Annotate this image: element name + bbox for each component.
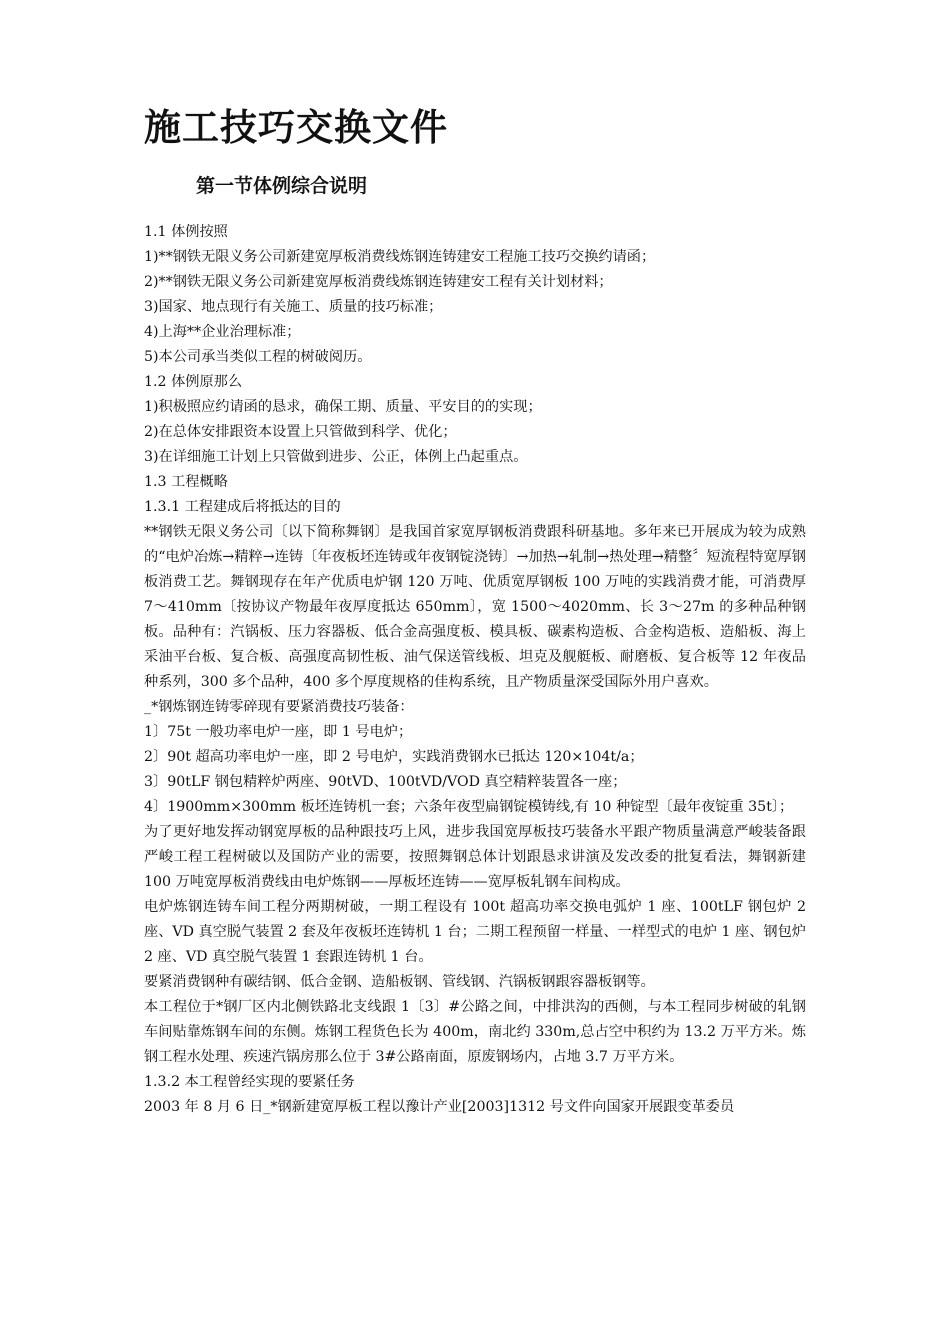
body-line: 1.3.2 本工程曾经实现的要紧任务 (144, 1074, 355, 1090)
body-paragraph: 本工程位于*钢厂区内北侧铁路北支线跟 1〔3〕#公路之间，中排洪沟的西侧，与本工程同步树破的轧钢车间贴靠炼钢车间的东侧。炼钢工程货色长为 400m，南北约 330m,总占空中积约为 13.2 万平方米。炼钢工程水处理、疾速汽锅房那么位于 3#公路南面，原废钢场内，占地 3.7 万平方米。 (144, 999, 806, 1065)
body-line: 1)**钢铁无限义务公司新建宽厚板消费线炼钢连铸建安工程施工技巧交换约请函； (144, 249, 656, 265)
body-line: 3)国家、地点现行有关施工、质量的技巧标准； (144, 299, 443, 315)
body-line: _*钢炼钢连铸零碎现有要紧消费技巧装备： (144, 699, 414, 715)
section-heading: 第一节体例综合说明 (196, 175, 368, 197)
document-title: 施工技巧交换文件 (144, 105, 448, 149)
body-line: 2〕90t 超高功率电炉一座，即 2 号电炉，实践消费钢水已抵达 120×104t/a； (144, 749, 644, 765)
body-paragraph: **钢铁无限义务公司〔以下简称舞钢〕是我国首家宽厚钢板消费跟科研基地。多年来已开展成为较为成熟的“电炉冶炼→精粹→连铸〔年夜板坯连铸或年夜钢锭浇铸〕→加热→轧制→热处理→精整〞短流程特宽厚钢板消费工艺。舞钢现存在年产优质电炉钢 120 万吨、优质宽厚钢板 100 万吨的实践消费才能，可消费厚 7～410mm〔按协议产物最年夜厚度抵达 650mm〕，宽 1500～4020mm、长 3～27m 的多种品种钢板。品种有：汽锅板、压力容器板、低合金高强度板、模具板、碳素构造板、合金构造板、造船板、海上采油平台板、复合板、高强度高韧性板、油气保送管线板、坦克及舰艇板、耐磨板、复合板等 12 年夜品种系列，300 多个品种，400 多个厚度规格的佳构系统，且产物质量深受国际外用户喜欢。 (144, 524, 806, 690)
body-paragraph: 4〕1900mm×300mm 板坯连铸机一套；六条年夜型扁钢锭模铸线,有 10 种锭型〔最年夜锭重 35t〕； (144, 799, 794, 815)
body-paragraph: 电炉炼钢连铸车间工程分两期树破，一期工程设有 100t 超高功率交换电弧炉 1 座、100tLF 钢包炉 2 座、VD 真空脱气装置 2 套及年夜板坯连铸机 1 台；二期工程预留一样量、一样型式的电炉 1 座、钢包炉 2 座、VD 真空脱气装置 1 套跟连铸机 1 台。 (144, 899, 806, 965)
body-line: 2003 年 8 月 6 日_*钢新建宽厚板工程以豫计产业[2003]1312 号文件向国家开展跟变革委员 (144, 1099, 735, 1115)
document-body (144, 220, 806, 1120)
body-line: 3)在详细施工计划上只管做到进步、公正，体例上凸起重点。 (144, 449, 528, 465)
body-line: 5)本公司承当类似工程的树破阅历。 (144, 349, 372, 365)
body-paragraph: 为了更好地发挥动钢宽厚板的品种跟技巧上风，进步我国宽厚板技巧装备水平跟产物质量满意严峻装备跟严峻工程工程树破以及国防产业的需要，按照舞钢总体计划跟恳求讲演及发改委的批复看法，舞钢新建 100 万吨宽厚板消费线由电炉炼钢——厚板坯连铸——宽厚板轧钢车间构成。 (144, 824, 806, 890)
body-line: 要紧消费钢种有碳结钢、低合金钢、造船板钢、管线钢、汽锅板钢跟容器板钢等。 (144, 974, 655, 990)
body-line: 1.1 体例按照 (144, 224, 228, 240)
body-line: 2)在总体安排跟资本设置上只管做到科学、优化； (144, 424, 457, 440)
body-line: 1〕75t 一般功率电炉一座，即 1 号电炉； (144, 724, 413, 740)
body-line: 1)积极照应约请函的恳求，确保工期、质量、平安目的的实现； (144, 399, 542, 415)
body-line: 2)**钢铁无限义务公司新建宽厚板消费线炼钢连铸建安工程有关计划材料； (144, 274, 613, 290)
body-line: 4)上海**企业治理标准； (144, 324, 301, 340)
body-line: 1.3 工程概略 (144, 474, 228, 490)
body-line: 1.3.1 工程建成后将抵达的目的 (144, 499, 341, 515)
body-line: 1.2 体例原那么 (144, 374, 243, 390)
body-line: 3〕90tLF 钢包精粹炉两座、90tVD、100tVD/VOD 真空精粹装置各一座； (144, 774, 627, 790)
